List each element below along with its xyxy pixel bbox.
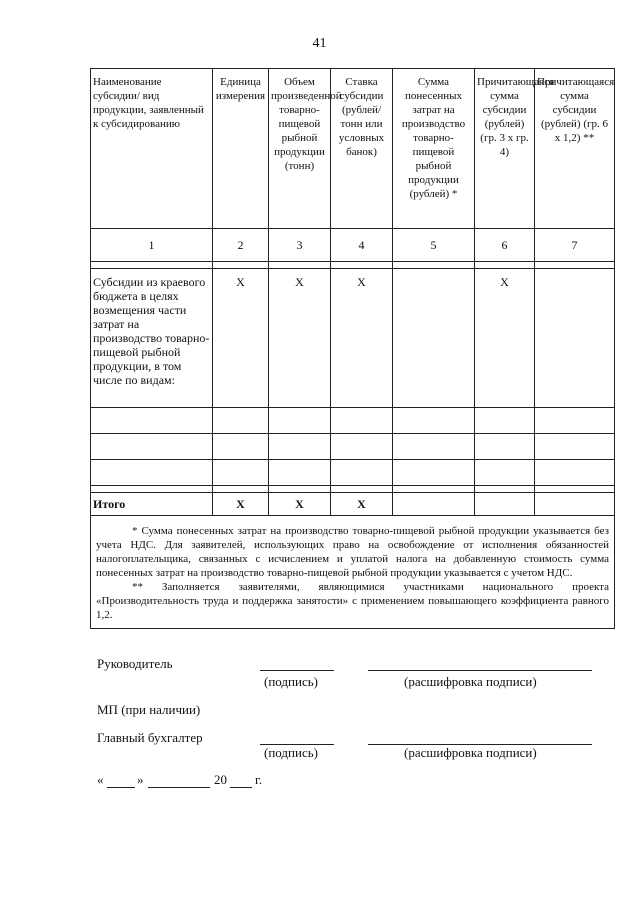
header-unit: Единица измерения [213,69,269,229]
column-numbers-row [91,229,615,262]
table-header-row [91,69,615,229]
table-cell [393,269,475,408]
subsidy-table [90,68,615,629]
accountant-signature-caption: (подпись) [264,745,318,760]
header-subsidy-name: Наименование субсидии/ вид продукции, заявленный к субсидированию [91,69,213,229]
column-number: 3 [269,229,331,262]
accountant-label: Главный бухгалтер [97,730,203,745]
column-number: 5 [393,229,475,262]
column-number: 6 [475,229,535,262]
table-row-empty [91,434,615,460]
head-signature-line [260,670,334,671]
table-cell: Х [269,269,331,408]
header-volume: Объем произведенной товарно-пищевой рыбной продукции (тонн) [269,69,331,229]
table-cell: Х [331,493,393,516]
table-cell [475,493,535,516]
date-year-suffix: г. [255,772,263,787]
footnote-vat: * Сумма понесенных затрат на производство товарно-пищевой рыбной продукции указывается без учета НДС. Для заявителей, использующих право на освобождение от исполнения обязанностей налогоплательщика, связанных с исчислением и уплатой налога на добавленную стоимость сумма понесенных затрат на производство товарно-пищевой рыбной продукции указывается с учетом НДС. [96,525,609,579]
stamp-label: МП (при наличии) [97,702,201,717]
header-costs: Сумма понесенных затрат на производство товарно-пищевой рыбной продукции (рублей) * [393,69,475,229]
table-spacer-row [91,262,615,269]
row-subsidy-name: Субсидии из краевого бюджета в целях возмещения части затрат на производство товарно-пищевой рыбной продукции, в том числе по видам: [91,269,213,408]
column-number: 1 [91,229,213,262]
table-row-empty [91,460,615,486]
row-total-name: Итого [91,493,213,516]
footnotes-cell [91,516,615,629]
head-decoding-caption: (расшифровка подписи) [404,674,537,689]
column-number: 2 [213,229,269,262]
date-close-quote: » [137,772,144,787]
date-open-quote: « [97,772,104,787]
table-cell: Х [475,269,535,408]
date-year-prefix: 20 [214,772,227,787]
header-subsidy-amount-raised: Причитающаяся сумма субсидии (рублей) (гр. 6 х 1,2) ** [535,69,615,229]
column-number: 7 [535,229,615,262]
table-row-empty [91,408,615,434]
date-month-line [148,787,210,788]
footnote-coefficient: ** Заполняется заявителями, являющимися участниками национального проекта «Производительность труда и поддержка занятости» с применением повышающего коэффициента равного 1,2. [96,581,609,621]
header-rate: Ставка субсидии (рублей/тонн или условных банок) [331,69,393,229]
accountant-decoding-caption: (расшифровка подписи) [404,745,537,760]
header-subsidy-amount: Причитающаяся сумма субсидии (рублей) (гр. 3 х гр. 4) [475,69,535,229]
column-number: 4 [331,229,393,262]
head-label: Руководитель [97,656,173,671]
table-row-subsidy [91,269,615,408]
footnotes-row [91,516,615,629]
head-signature-caption: (подпись) [264,674,318,689]
table-row-total [91,493,615,516]
table-cell: Х [331,269,393,408]
table-spacer-row [91,486,615,493]
head-decoding-line [368,670,592,671]
date-day-line [107,787,135,788]
page-number: 41 [312,36,327,51]
table-cell [535,493,615,516]
table-cell: Х [213,493,269,516]
table-cell: Х [213,269,269,408]
date-year-line [230,787,252,788]
table-cell [535,269,615,408]
table-cell [393,493,475,516]
table-cell: Х [269,493,331,516]
